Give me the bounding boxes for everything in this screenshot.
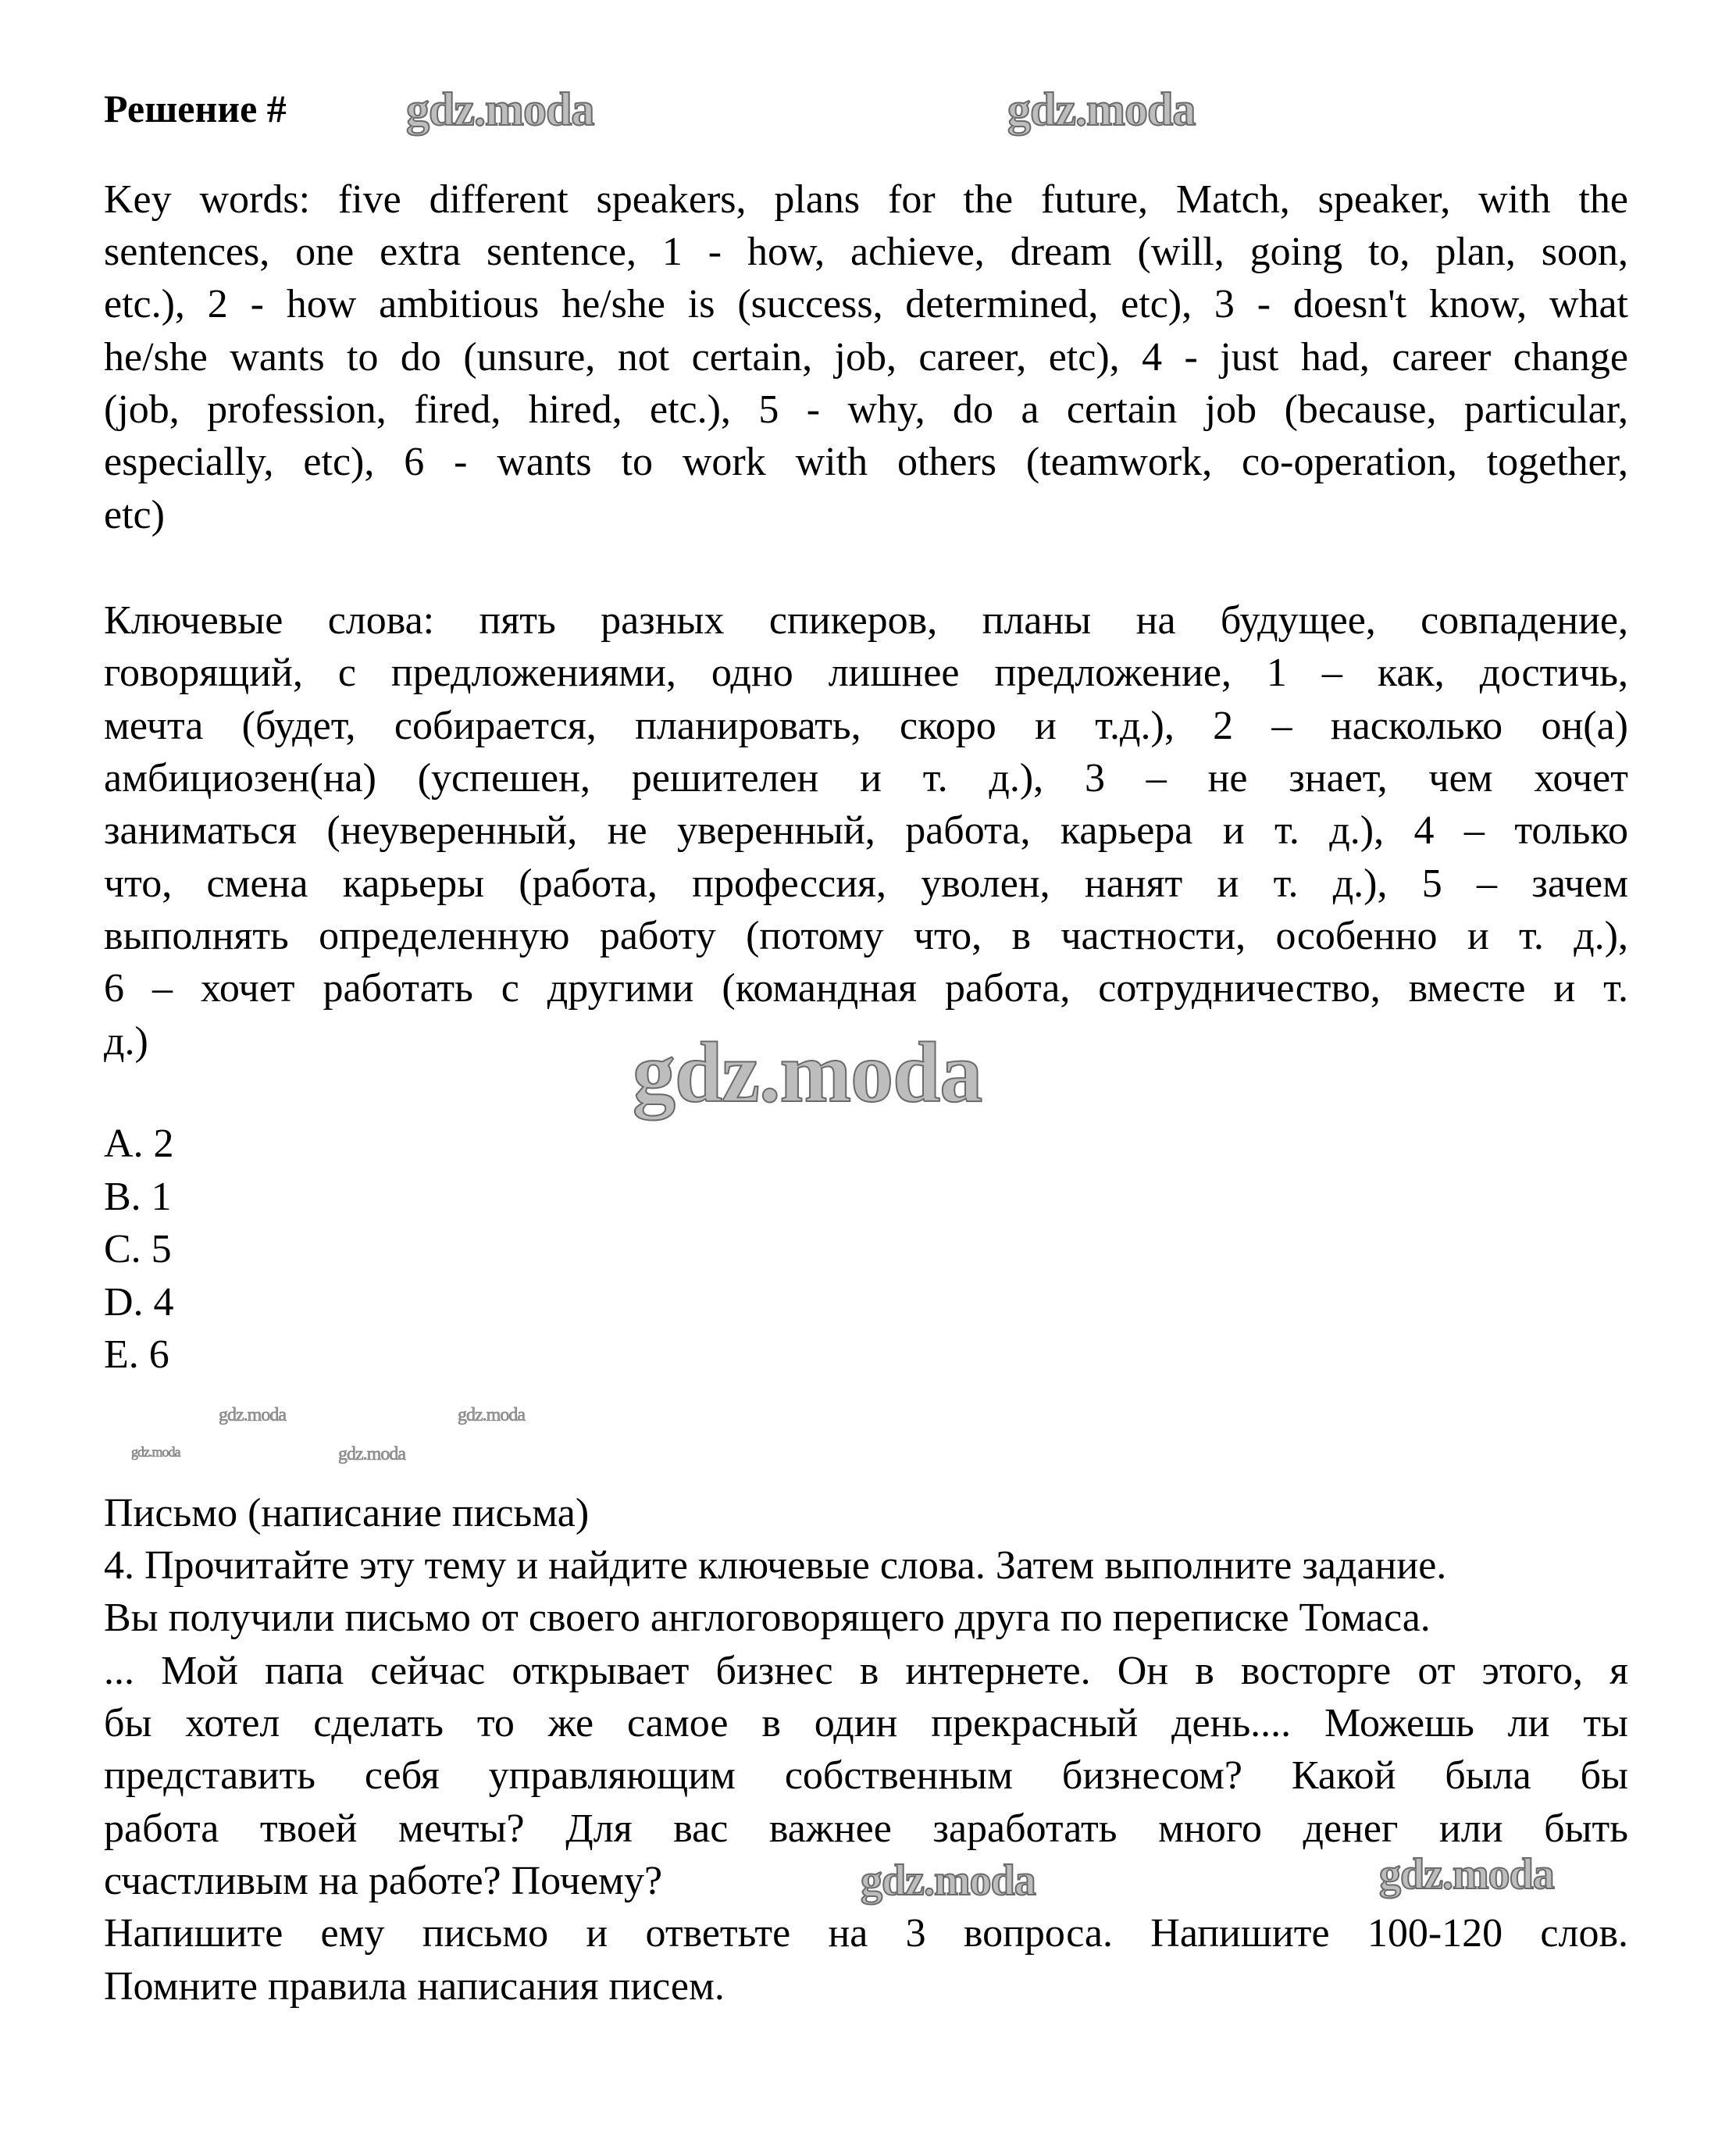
text-line: амбициозен(на) (успешен, решителен и т. д.), 3 – не знает, чем хочет: [104, 756, 1628, 801]
text-line: Напишите ему письмо и ответьте на 3 вопроса. Напишите 100-120 слов.: [104, 1911, 1628, 1956]
text-line: бы хотел сделать то же самое в один прекрасный день.... Можешь ли ты: [104, 1701, 1628, 1746]
text-line: представить себя управляющим собственным бизнесом? Какой была бы: [104, 1753, 1628, 1798]
text-line: etc): [104, 493, 165, 537]
answer-item: C. 5: [104, 1227, 172, 1271]
text-line: выполнять определенную работу (потому что, в частности, особенно и т. д.),: [104, 914, 1628, 958]
solution-title: Решение #: [104, 87, 287, 130]
text-line: etc.), 2 - how ambitious he/she is (success, determined, etc), 3 - doesn't know, what: [104, 282, 1628, 326]
text-line: Вы получили письмо от своего англоговорящего друга по переписке Томаса.: [104, 1596, 1431, 1640]
watermark-logo: gdz.moda: [131, 1444, 180, 1460]
text-line: 4. Прочитайте эту тему и найдите ключевые слова. Затем выполните задание.: [104, 1543, 1447, 1588]
text-line: especially, etc), 6 - wants to work with others (teamwork, co-operation, together,: [104, 440, 1628, 484]
answer-item: B. 1: [104, 1175, 172, 1219]
text-line: мечта (будет, собирается, планировать, скоро и т.д.), 2 – насколько он(а): [104, 704, 1628, 748]
text-line: говорящий, с предложениями, одно лишнее предложение, 1 – как, достичь,: [104, 651, 1628, 695]
answer-item: A. 2: [104, 1121, 174, 1166]
watermark-logo: gdz.moda: [338, 1444, 405, 1464]
watermark-logo: gdz.moda: [861, 1856, 1036, 1905]
watermark-logo: gdz.moda: [406, 84, 594, 135]
watermark-logo: gdz.moda: [1379, 1850, 1554, 1899]
answer-item: E. 6: [104, 1332, 169, 1377]
text-line: что, смена карьеры (работа, профессия, уволен, нанят и т. д.), 5 – зачем: [104, 861, 1628, 906]
text-line: (job, profession, fired, hired, etc.), 5 - why, do a certain job (because, particular,: [104, 387, 1628, 432]
text-line: Ключевые слова: пять разных спикеров, планы на будущее, совпадение,: [104, 598, 1628, 643]
watermark-logo: gdz.moda: [458, 1405, 525, 1425]
watermark-logo: gdz.moda: [633, 1025, 982, 1120]
text-line: работа твоей мечты? Для вас важнее заработать много денег или быть: [104, 1806, 1628, 1851]
text-line: Помните правила написания писем.: [104, 1964, 725, 2009]
text-line: Key words: five different speakers, plans for the future, Match, speaker, with the: [104, 177, 1628, 222]
text-line: ... Мой папа сейчас открывает бизнес в интернете. Он в восторге от этого, я: [104, 1649, 1628, 1693]
text-line: 6 – хочет работать с другими (командная работа, сотрудничество, вместе и т.: [104, 966, 1628, 1011]
text-line: sentences, one extra sentence, 1 - how, achieve, dream (will, going to, plan, soon,: [104, 230, 1628, 274]
answer-item: D. 4: [104, 1280, 174, 1325]
text-line: заниматься (неуверенный, не уверенный, работа, карьера и т. д.), 4 – только: [104, 808, 1628, 853]
watermark-logo: gdz.moda: [219, 1405, 286, 1425]
watermark-logo: gdz.moda: [1007, 84, 1196, 135]
section-heading: Письмо (написание письма): [104, 1491, 590, 1535]
text-line: счастливым на работе? Почему?: [104, 1859, 663, 1903]
text-line: he/she wants to do (unsure, not certain, job, career, etc), 4 - just had, career change: [104, 335, 1628, 380]
text-line: д.): [104, 1019, 148, 1064]
